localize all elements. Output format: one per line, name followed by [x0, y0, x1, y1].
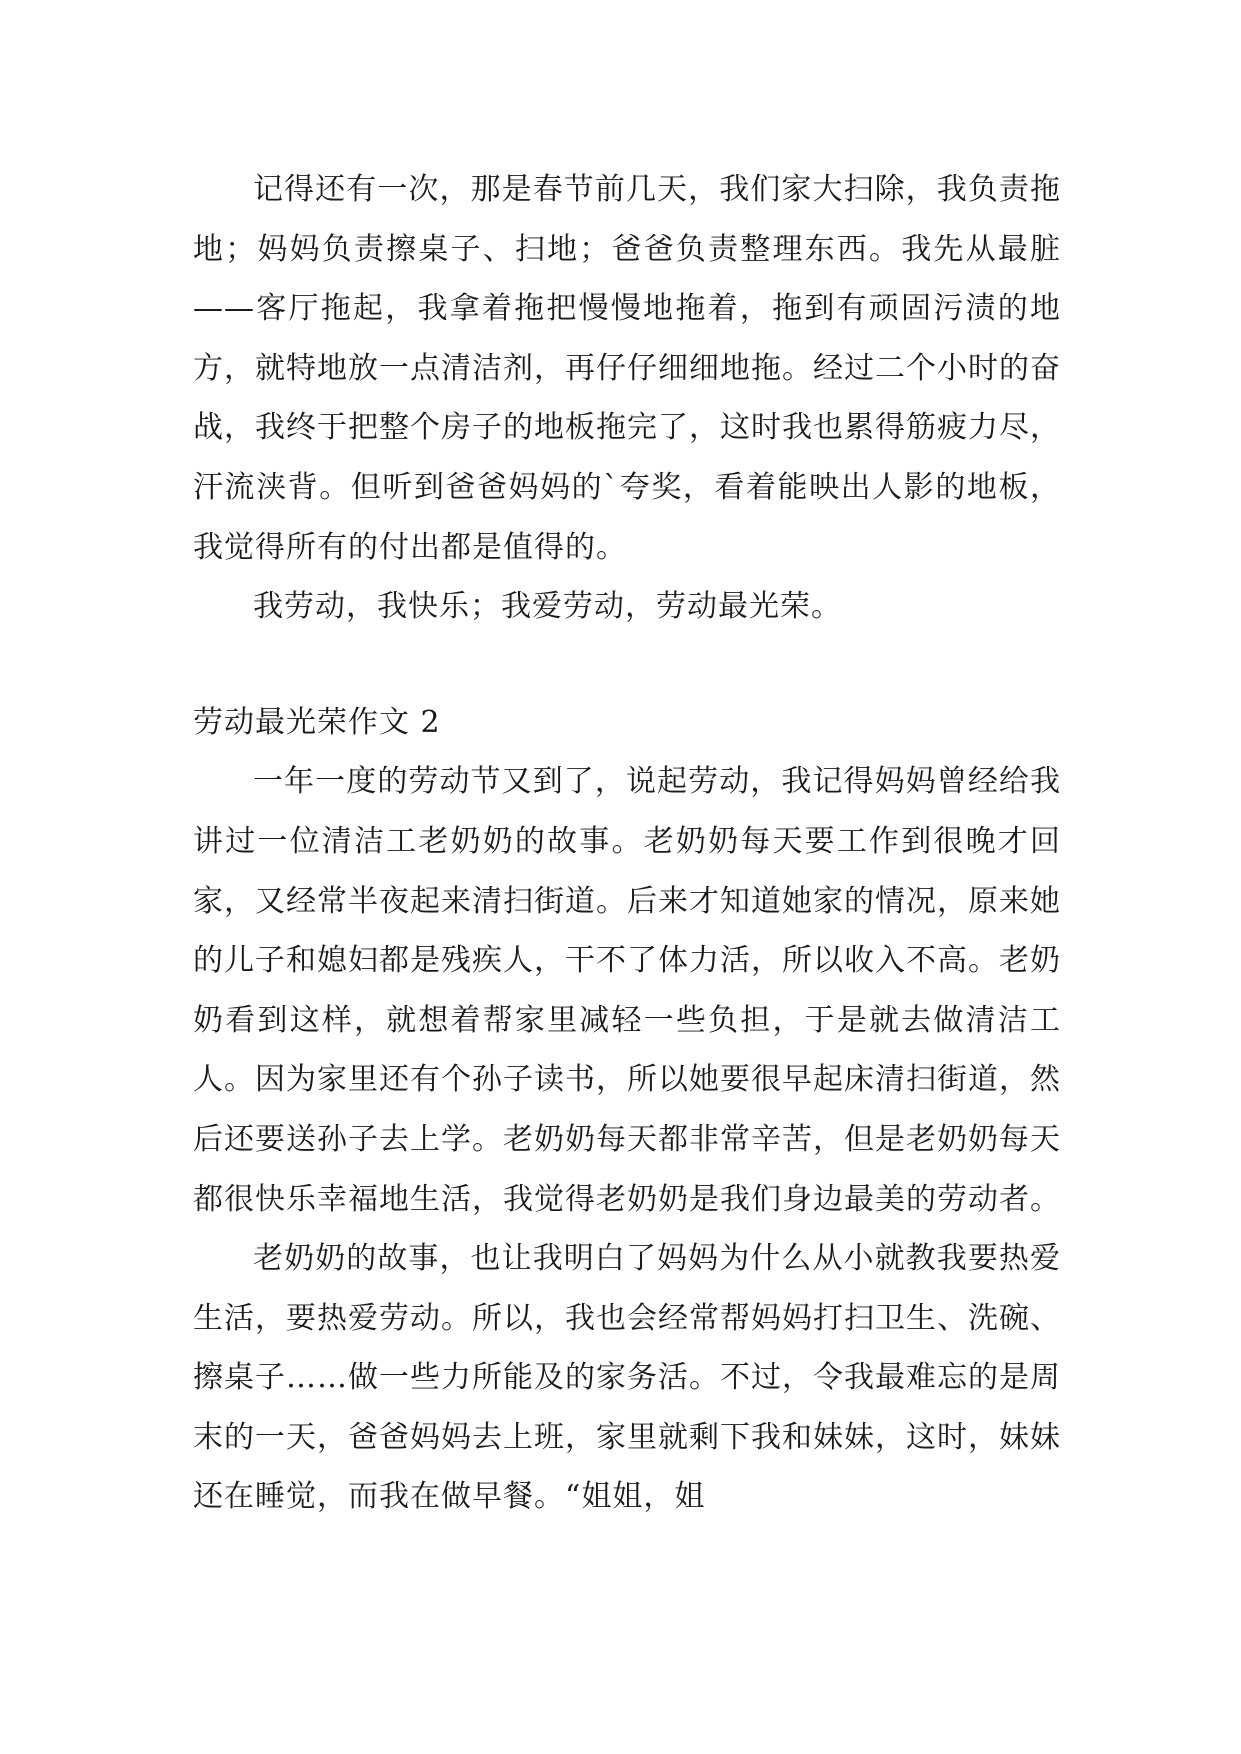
paragraph-cleaning-story: 记得还有一次，那是春节前几天，我们家大扫除，我负责拖地；妈妈负责擦桌子、扫地；爸爸负责整理东西。我先从最脏——客厅拖起，我拿着拖把慢慢地拖着，拖到有顽固污渍的地方，就特地放一点清洁剂，再仔仔细细地拖。经过二个小时的奋战，我终于把整个房子的地板拖完了，这时我也累得筋疲力尽，汗流浃背。但听到爸爸妈妈的`夸奖，看着能映出人影的地板，我觉得所有的付出都是值得的。	[193, 172, 1061, 565]
paragraph-labor-motto: 我劳动，我快乐；我爱劳动，劳动最光荣。	[253, 589, 842, 625]
paragraph-lesson: 老奶奶的故事，也让我明白了妈妈为什么从小就教我要热爱生活，要热爱劳动。所以，我也会经常帮妈妈打扫卫生、洗碗、擦桌子……做一些力所能及的家务活。不过，令我最难忘的是周末的一天，爸爸妈妈去上班，家里就剩下我和妹妹，这时，妹妹还在睡觉，而我在做早餐。“姐姐，姐	[193, 1241, 1061, 1515]
document-body	[193, 160, 1061, 1527]
section-title: 劳动最光荣作文 2	[193, 704, 441, 740]
paragraph-grandma-story: 一年一度的劳动节又到了，说起劳动，我记得妈妈曾经给我讲过一位清洁工老奶奶的故事。老奶奶每天要工作到很晚才回家，又经常半夜起来清扫街道。后来才知道她家的情况，原来她的儿子和媳妇都是残疾人，干不了体力活，所以收入不高。老奶奶看到这样，就想着帮家里减轻一些负担，于是就去做清洁工人。因为家里还有个孙子读书，所以她要很早起床清扫街道，然后还要送孙子去上学。老奶奶每天都非常辛苦，但是老奶奶每天都很快乐幸福地生活，我觉得老奶奶是我们身边最美的劳动者。	[193, 764, 1061, 1217]
